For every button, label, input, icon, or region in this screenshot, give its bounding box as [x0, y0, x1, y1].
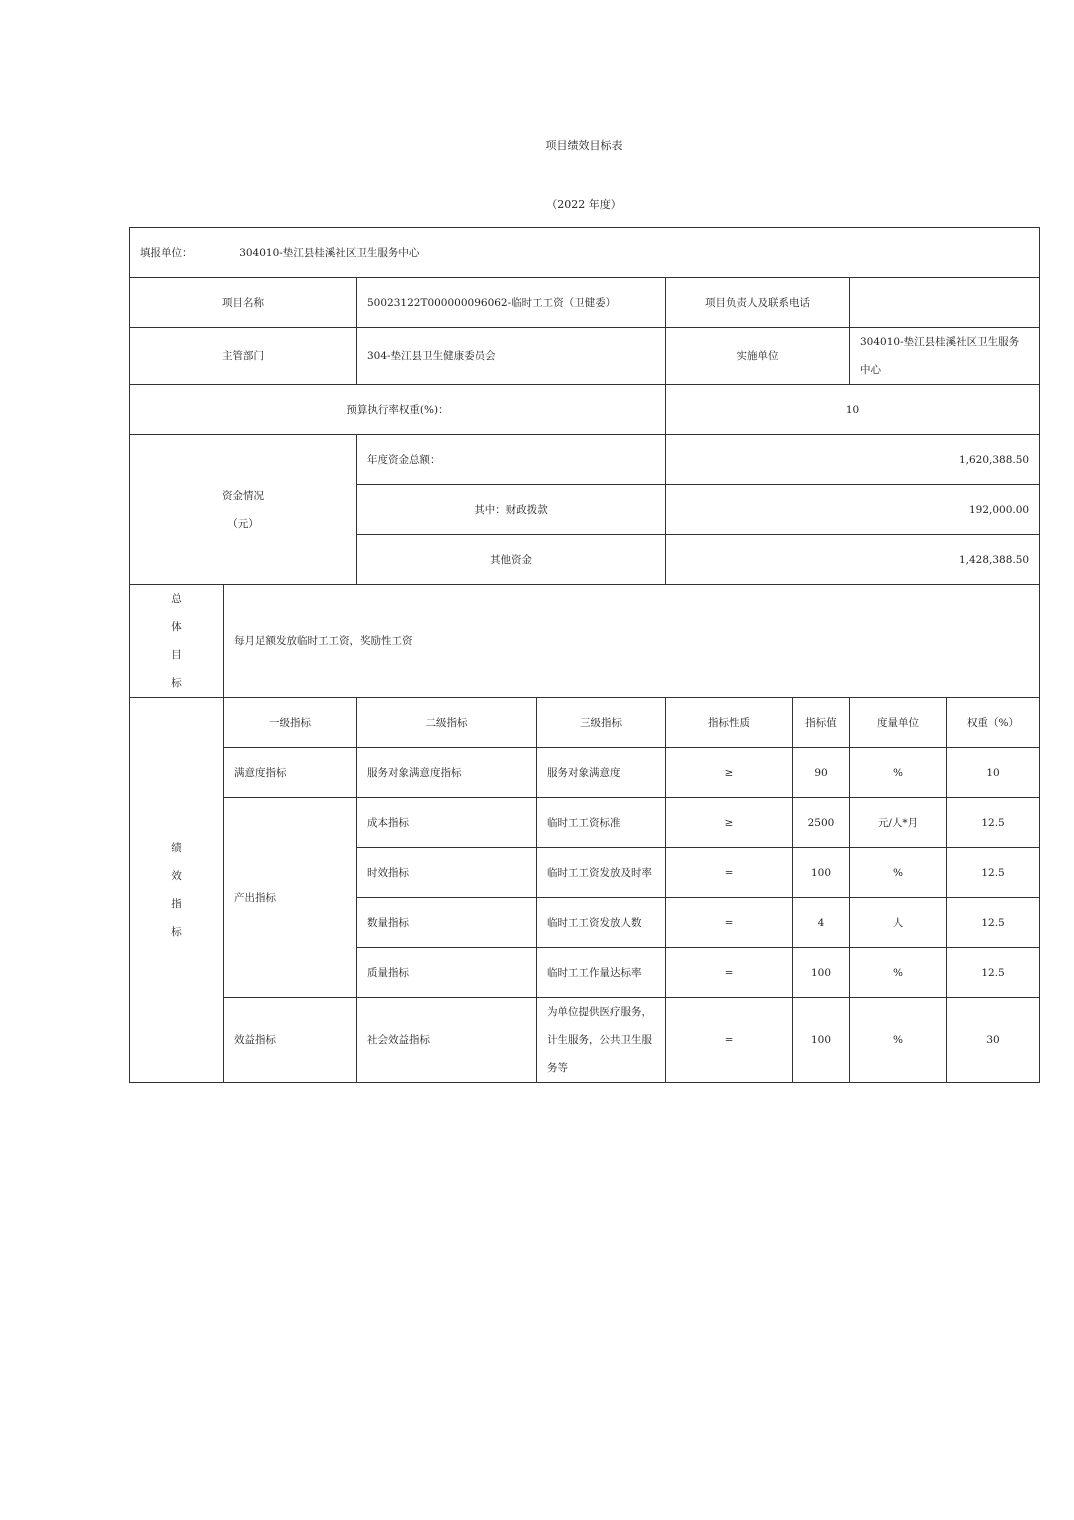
l2-cell: 社会效益指标 — [357, 998, 537, 1083]
dept-value: 304-垫江县卫生健康委员会 — [357, 328, 666, 385]
table-row — [130, 798, 1040, 848]
overall-goal-char: 总 — [171, 593, 182, 605]
value-cell: 2500 — [793, 798, 850, 848]
l3-cell: 临时工工作量达标率 — [537, 948, 666, 998]
indicators-char: 效 — [171, 870, 182, 882]
nature-cell: = — [666, 898, 793, 948]
header-cell: 三级指标 — [537, 698, 666, 748]
overall-goal-char: 目 — [171, 649, 182, 661]
nature-cell: = — [666, 948, 793, 998]
page-title: 项目绩效目标表 — [545, 139, 623, 152]
project-leader-label: 项目负责人及联系电话 — [666, 278, 850, 328]
table-row — [130, 748, 1040, 798]
unit-cell: 元/人*月 — [850, 798, 947, 848]
header-cell: 指标性质 — [666, 698, 793, 748]
project-name-label: 项目名称 — [130, 278, 357, 328]
indicators-char: 绩 — [171, 842, 182, 854]
l3-cell: 为单位提供医疗服务，计生服务，公共卫生服务等 — [537, 998, 666, 1083]
weight-cell: 10 — [947, 748, 1040, 798]
overall-goal-char: 体 — [171, 621, 182, 633]
l3-cell: 临时工工资标准 — [537, 798, 666, 848]
value-cell: 100 — [793, 948, 850, 998]
header-cell: 度量单位 — [850, 698, 947, 748]
funds-fiscal-label: 其中：财政拨款 — [357, 485, 666, 535]
impl-unit-label: 实施单位 — [666, 328, 850, 385]
weight-cell: 30 — [947, 998, 1040, 1083]
nature-cell: ≥ — [666, 748, 793, 798]
weight-cell: 12.5 — [947, 948, 1040, 998]
funds-other-label: 其他资金 — [357, 535, 666, 585]
l2-cell: 成本指标 — [357, 798, 537, 848]
project-leader-value — [850, 278, 1040, 328]
value-cell: 90 — [793, 748, 850, 798]
funds-fiscal-value: 192,000.00 — [666, 485, 1040, 535]
impl-unit-value: 304010-垫江县桂溪社区卫生服务中心 — [850, 328, 1040, 385]
indicators-label — [130, 698, 224, 1083]
funds-total-label: 年度资金总额： — [357, 435, 666, 485]
funds-label-line1: 资金情况 — [222, 489, 264, 502]
nature-cell: ≥ — [666, 798, 793, 848]
reporting-unit-value: 304010-垫江县桂溪社区卫生服务中心 — [239, 246, 420, 259]
funds-label — [130, 435, 357, 585]
reporting-unit-label: 填报单位： — [140, 246, 193, 259]
l3-cell: 临时工工资发放人数 — [537, 898, 666, 948]
header-cell: 一级指标 — [224, 698, 357, 748]
value-cell: 100 — [793, 998, 850, 1083]
nature-cell: = — [666, 998, 793, 1083]
l2-cell: 时效指标 — [357, 848, 537, 898]
l3-cell: 服务对象满意度 — [537, 748, 666, 798]
l1-cell: 满意度指标 — [224, 748, 357, 798]
indicators-char: 标 — [171, 926, 182, 938]
performance-table — [129, 227, 1040, 1083]
value-cell: 4 — [793, 898, 850, 948]
indicators-char: 指 — [171, 898, 182, 910]
l2-cell: 质量指标 — [357, 948, 537, 998]
budget-weight-value: 10 — [666, 385, 1040, 435]
unit-cell: % — [850, 848, 947, 898]
weight-cell: 12.5 — [947, 898, 1040, 948]
funds-label-line2: （元） — [227, 517, 259, 530]
header-cell: 指标值 — [793, 698, 850, 748]
l1-cell: 产出指标 — [224, 798, 357, 998]
l1-cell: 效益指标 — [224, 998, 357, 1083]
overall-goal-text: 每月足额发放临时工工资，奖励性工资 — [224, 585, 1040, 698]
unit-cell: % — [850, 948, 947, 998]
header-cell: 二级指标 — [357, 698, 537, 748]
l2-cell: 数量指标 — [357, 898, 537, 948]
table-row — [130, 998, 1040, 1083]
overall-goal-label — [130, 585, 224, 698]
project-name-value: 50023122T000000096062-临时工工资（卫健委） — [357, 278, 666, 328]
funds-total-value: 1,620,388.50 — [666, 435, 1040, 485]
budget-weight-label: 预算执行率权重(%)： — [130, 385, 666, 435]
unit-cell: % — [850, 998, 947, 1083]
header-cell: 权重（%） — [947, 698, 1040, 748]
dept-label: 主管部门 — [130, 328, 357, 385]
reporting-unit-row — [130, 228, 1040, 278]
weight-cell: 12.5 — [947, 798, 1040, 848]
weight-cell: 12.5 — [947, 848, 1040, 898]
l2-cell: 服务对象满意度指标 — [357, 748, 537, 798]
value-cell: 100 — [793, 848, 850, 898]
year-label: （2022 年度） — [546, 198, 622, 211]
nature-cell: = — [666, 848, 793, 898]
unit-cell: 人 — [850, 898, 947, 948]
l3-cell: 临时工工资发放及时率 — [537, 848, 666, 898]
unit-cell: % — [850, 748, 947, 798]
funds-other-value: 1,428,388.50 — [666, 535, 1040, 585]
overall-goal-char: 标 — [171, 677, 182, 689]
